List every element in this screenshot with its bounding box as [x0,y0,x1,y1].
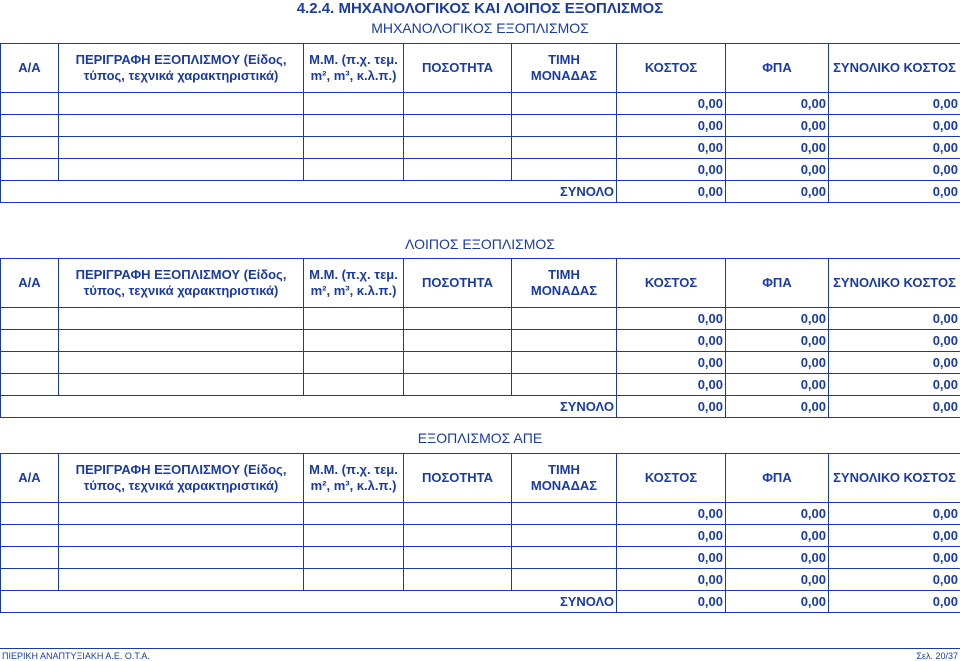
cell-unit[interactable] [304,330,404,352]
cell-unit-price[interactable] [512,503,617,525]
cell-unit[interactable] [304,308,404,330]
cell-cost: 0,00 [617,159,726,181]
cell-aa[interactable] [1,503,59,525]
page-title: 4.2.4. ΜΗΧΑΝΟΛΟΓΙΚΟΣ ΚΑΙ ΛΟΙΠΟΣ ΕΞΟΠΛΙΣΜΟΣ [296,0,664,17]
header-total-cost: ΣΥΝΟΛΙΚΟ ΚΟΣΤΟΣ [829,454,960,503]
header-unit-price: ΤΙΜΗ ΜΟΝΑΔΑΣ [512,454,617,503]
header-unit-price: ΤΙΜΗ ΜΟΝΑΔΑΣ [512,44,617,93]
cell-total: 0,00 [829,547,960,569]
cell-vat: 0,00 [726,137,829,159]
cell-unit-price[interactable] [512,159,617,181]
cell-unit-price[interactable] [512,308,617,330]
header-description: ΠΕΡΙΓΡΑΦΗ ΕΞΟΠΛΙΣΜΟΥ (Είδος, τύπος, τεχνικά χαρακτηριστικά) [59,454,304,503]
equipment-table [0,43,960,203]
cell-total: 0,00 [829,503,960,525]
cell-total: 0,00 [829,308,960,330]
table-row [1,115,960,137]
total-row [1,396,960,418]
cell-vat: 0,00 [726,569,829,591]
header-unit-price: ΤΙΜΗ ΜΟΝΑΔΑΣ [512,259,617,308]
section-title: ΕΞΟΠΛΙΣΜΟΣ ΑΠΕ [417,430,543,446]
cell-unit-price[interactable] [512,569,617,591]
header-description: ΠΕΡΙΓΡΑΦΗ ΕΞΟΠΛΙΣΜΟΥ (Είδος, τύπος, τεχνικά χαρακτηριστικά) [59,259,304,308]
cell-description[interactable] [59,503,304,525]
header-quantity: ΠΟΣΟΤΗΤΑ [404,44,512,93]
cell-cost: 0,00 [617,137,726,159]
cell-unit[interactable] [304,525,404,547]
cell-description[interactable] [59,352,304,374]
total-row [1,181,960,203]
header-quantity: ΠΟΣΟΤΗΤΑ [404,454,512,503]
header-cost: ΚΟΣΤΟΣ [617,44,726,93]
cell-total: 0,00 [829,137,960,159]
cell-quantity[interactable] [404,115,512,137]
section-title: ΜΗΧΑΝΟΛΟΓΙΚΟΣ ΕΞΟΠΛΙΣΜΟΣ [371,20,589,36]
cell-total: 0,00 [829,93,960,115]
cell-vat: 0,00 [726,115,829,137]
total-sum: 0,00 [829,181,960,203]
cell-vat: 0,00 [726,308,829,330]
cell-total: 0,00 [829,115,960,137]
cell-unit-price[interactable] [512,547,617,569]
cell-vat: 0,00 [726,525,829,547]
cell-unit-price[interactable] [512,352,617,374]
cell-aa[interactable] [1,547,59,569]
total-sum: 0,00 [829,591,960,613]
cell-quantity[interactable] [404,330,512,352]
total-vat: 0,00 [726,181,829,203]
total-sum: 0,00 [829,396,960,418]
cell-unit-price[interactable] [512,137,617,159]
table-row [1,137,960,159]
table-row [1,308,960,330]
cell-aa[interactable] [1,569,59,591]
cell-aa[interactable] [1,352,59,374]
cell-cost: 0,00 [617,503,726,525]
table-row [1,374,960,396]
cell-quantity[interactable] [404,93,512,115]
header-aa: Α/Α [1,44,59,93]
res-equipment-table [0,453,960,613]
cell-total: 0,00 [829,352,960,374]
total-label: ΣΥΝΟΛΟ [1,591,617,613]
cell-quantity[interactable] [404,569,512,591]
total-label: ΣΥΝΟΛΟ [1,396,617,418]
cell-total: 0,00 [829,374,960,396]
table-row [1,503,960,525]
table-row [1,330,960,352]
cell-total: 0,00 [829,159,960,181]
table-row [1,569,960,591]
cell-aa[interactable] [1,330,59,352]
cell-quantity[interactable] [404,159,512,181]
cell-cost: 0,00 [617,330,726,352]
header-total-cost: ΣΥΝΟΛΙΚΟ ΚΟΣΤΟΣ [829,259,960,308]
total-vat: 0,00 [726,591,829,613]
cell-unit[interactable] [304,374,404,396]
table-row [1,352,960,374]
header-vat: ΦΠΑ [726,44,829,93]
other-equipment-table [0,258,960,418]
cell-cost: 0,00 [617,352,726,374]
header-total-cost: ΣΥΝΟΛΙΚΟ ΚΟΣΤΟΣ [829,44,960,93]
cell-quantity[interactable] [404,308,512,330]
cell-description[interactable] [59,137,304,159]
cell-description[interactable] [59,115,304,137]
header-description: ΠΕΡΙΓΡΑΦΗ ΕΞΟΠΛΙΣΜΟΥ (Είδος, τύπος, τεχνικά χαρακτηριστικά) [59,44,304,93]
cell-unit-price[interactable] [512,115,617,137]
cell-description[interactable] [59,374,304,396]
cell-description[interactable] [59,308,304,330]
cell-cost: 0,00 [617,115,726,137]
cell-cost: 0,00 [617,374,726,396]
cell-unit[interactable] [304,115,404,137]
cell-vat: 0,00 [726,503,829,525]
cell-quantity[interactable] [404,374,512,396]
cell-aa[interactable] [1,525,59,547]
cell-unit[interactable] [304,569,404,591]
header-aa: Α/Α [1,259,59,308]
header-quantity: ΠΟΣΟΤΗΤΑ [404,259,512,308]
header-unit: Μ.Μ. (π.χ. τεμ. m², m³, κ.λ.π.) [304,44,404,93]
cell-cost: 0,00 [617,547,726,569]
header-unit: Μ.Μ. (π.χ. τεμ. m², m³, κ.λ.π.) [304,454,404,503]
cell-description[interactable] [59,547,304,569]
table-header-row [1,454,960,503]
total-cost: 0,00 [617,181,726,203]
cell-unit[interactable] [304,159,404,181]
cell-quantity[interactable] [404,137,512,159]
cell-description[interactable] [59,159,304,181]
cell-quantity[interactable] [404,503,512,525]
cell-vat: 0,00 [726,374,829,396]
cell-aa[interactable] [1,159,59,181]
header-vat: ΦΠΑ [726,454,829,503]
cell-aa[interactable] [1,308,59,330]
cell-total: 0,00 [829,525,960,547]
cell-aa[interactable] [1,93,59,115]
header-unit: Μ.Μ. (π.χ. τεμ. m², m³, κ.λ.π.) [304,259,404,308]
header-cost: ΚΟΣΤΟΣ [617,259,726,308]
cell-cost: 0,00 [617,525,726,547]
total-cost: 0,00 [617,591,726,613]
cell-unit-price[interactable] [512,93,617,115]
cell-unit[interactable] [304,352,404,374]
cell-vat: 0,00 [726,159,829,181]
cell-aa[interactable] [1,115,59,137]
total-vat: 0,00 [726,396,829,418]
cell-quantity[interactable] [404,525,512,547]
cell-quantity[interactable] [404,547,512,569]
total-row [1,591,960,613]
cell-cost: 0,00 [617,308,726,330]
table-header-row [1,44,960,93]
cell-quantity[interactable] [404,352,512,374]
cell-unit-price[interactable] [512,374,617,396]
header-aa: Α/Α [1,454,59,503]
cell-unit[interactable] [304,137,404,159]
cell-aa[interactable] [1,137,59,159]
header-cost: ΚΟΣΤΟΣ [617,454,726,503]
cell-vat: 0,00 [726,330,829,352]
table-row [1,159,960,181]
table-row [1,93,960,115]
footer-divider [0,648,960,649]
cell-total: 0,00 [829,330,960,352]
footer-company: ΠΙΕΡΙΚΗ ΑΝΑΠΤΥΞΙΑΚΗ Α.Ε. Ο.Τ.Α. [2,651,150,661]
cell-unit-price[interactable] [512,330,617,352]
table-header-row [1,259,960,308]
cell-vat: 0,00 [726,93,829,115]
cell-unit[interactable] [304,503,404,525]
cell-cost: 0,00 [617,93,726,115]
table-row [1,547,960,569]
cell-description[interactable] [59,330,304,352]
total-label: ΣΥΝΟΛΟ [1,181,617,203]
cell-description[interactable] [59,525,304,547]
cell-aa[interactable] [1,374,59,396]
cell-unit-price[interactable] [512,525,617,547]
cell-cost: 0,00 [617,569,726,591]
cell-unit[interactable] [304,547,404,569]
header-vat: ΦΠΑ [726,259,829,308]
cell-unit[interactable] [304,93,404,115]
cell-vat: 0,00 [726,547,829,569]
total-cost: 0,00 [617,396,726,418]
cell-vat: 0,00 [726,352,829,374]
cell-description[interactable] [59,93,304,115]
table-row [1,525,960,547]
cell-total: 0,00 [829,569,960,591]
section-title: ΛΟΙΠΟΣ ΕΞΟΠΛΙΣΜΟΣ [405,236,555,252]
footer-page-number: Σελ. 20/37 [916,651,958,661]
cell-description[interactable] [59,569,304,591]
